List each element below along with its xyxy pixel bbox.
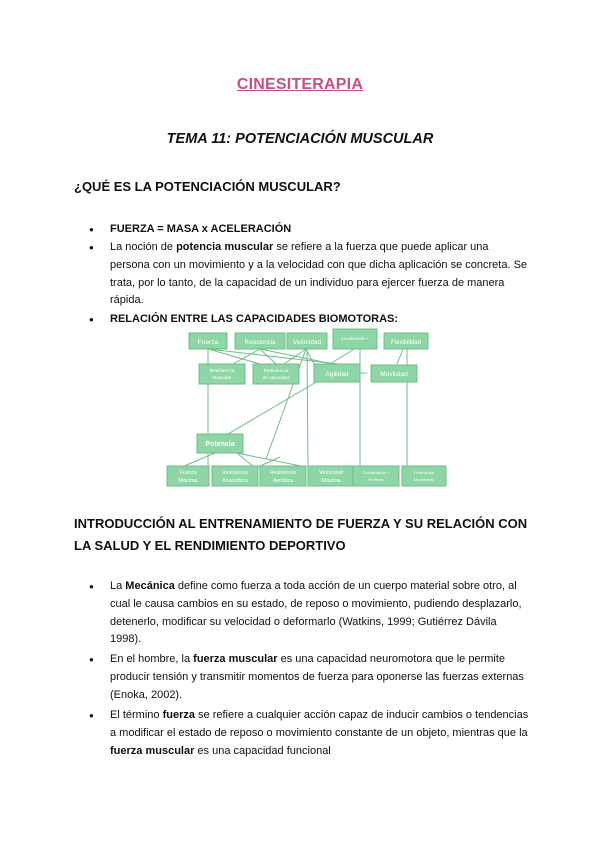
label-velocidad: Velocidad [292, 339, 322, 346]
text: se refiere a la fuerza que puede aplicar una persona con un movimiento y a la velocidad con que dicha aplicación se concreta. Se trata, por lo tanto, de la capacidad de un individuo para ejercer fuerza de manera rápida. [110, 241, 528, 307]
text: define como fuerza a toda acción de un cuerpo material sobre otro, al cual le causa cambios en su estado, de reposo o movimiento, pudiendo desplazarlo, detenerlo, modificar su velocidad o deformarlo (Watkins, 1999; Gutiérrez Dávila 1998). [110, 580, 522, 646]
label-resistencia: Resistencia [244, 340, 276, 346]
capacidades-biomotoras-diagram [162, 327, 448, 489]
bold-term: fuerza [162, 709, 195, 721]
bold-term: fuerza muscular [110, 744, 195, 757]
bold-term: potencia muscular [176, 241, 274, 253]
text: La noción de [110, 241, 177, 253]
label-fuerza: Fuerza [197, 339, 219, 346]
heading-line: INTRODUCCIÓN AL ENTRENAMIENTO DE FUERZA Y SU RELACIÓN CON [74, 516, 528, 531]
bullet-potencia-definition [110, 239, 530, 310]
section-heading-potenciacion: ¿QUÉ ES LA POTENCIACIÓN MUSCULAR? [74, 179, 341, 194]
box-coordinacion-perfecta [353, 466, 399, 486]
bold-term: Mecánica [125, 580, 175, 592]
bullet-fuerza-muscular [110, 651, 530, 704]
label-flexibilidad-movimiento: Flexibilidad Movimiento [413, 470, 435, 482]
text: En el hombre, la [110, 653, 194, 665]
text: es una capacidad funcional [194, 744, 331, 757]
label-resistencia-aerobica: Resistencia Aeróbica [270, 470, 296, 484]
section-heading-introduccion [74, 513, 527, 557]
bullet-termino-fuerza [110, 707, 530, 760]
text: es una capacidad neuromotora que le permite producir tensión y transmitir momentos de fuerza para oponerse las fuerzas externas (Enoka, 2002). [110, 653, 524, 701]
bullet-formula: ● FUERZA = MASA x ACELERACIÓN [110, 221, 530, 239]
text: La [110, 580, 126, 592]
label-agilidad: Agilidad [325, 371, 349, 378]
label-resistencia-anaerobica: Resistencia Anaeróbica [222, 470, 248, 484]
label-resistencia-muscular: Resistencia Muscular [209, 369, 235, 381]
box-flexibilidad-movimiento [402, 466, 446, 486]
bullet-relacion: ● RELACIÓN ENTRE LAS CAPACIDADES BIOMOTORAS: [110, 311, 530, 329]
label-fuerza-maxima: Fuerza Máxima [178, 470, 198, 484]
box-resistencia-velocidad [253, 364, 299, 384]
label-movilidad: Movilidad [380, 371, 408, 378]
box-resistencia-muscular [199, 364, 245, 384]
bullet-mecanica [110, 578, 530, 649]
label-velocidad-maxima: Velocidad Máxima [319, 470, 343, 484]
text: El término [110, 709, 163, 721]
label-coordinacion: Coordinación + [340, 336, 370, 341]
bottom-row [167, 466, 446, 486]
text: se refiere a cualquier acción capaz de inducir cambios o tendencias a modificar el estado de reposo o movimiento constante de un objeto, mientras que la [110, 709, 529, 739]
label-potencia: Potencia [205, 441, 235, 448]
bold-term: fuerza muscular [193, 653, 278, 665]
document-title: CINESITERAPIA [236, 76, 364, 93]
label-flexibilidad: Flexibilidad [390, 340, 422, 346]
heading-line: LA SALUD Y EL RENDIMIENTO DEPORTIVO [74, 538, 346, 553]
topic-title: TEMA 11: POTENCIACIÓN MUSCULAR [166, 131, 434, 147]
label-coordinacion-perfecta: Coordinación + Perfecta [362, 470, 390, 482]
label-resistencia-velocidad: Resistencia de velocidad [262, 369, 290, 381]
